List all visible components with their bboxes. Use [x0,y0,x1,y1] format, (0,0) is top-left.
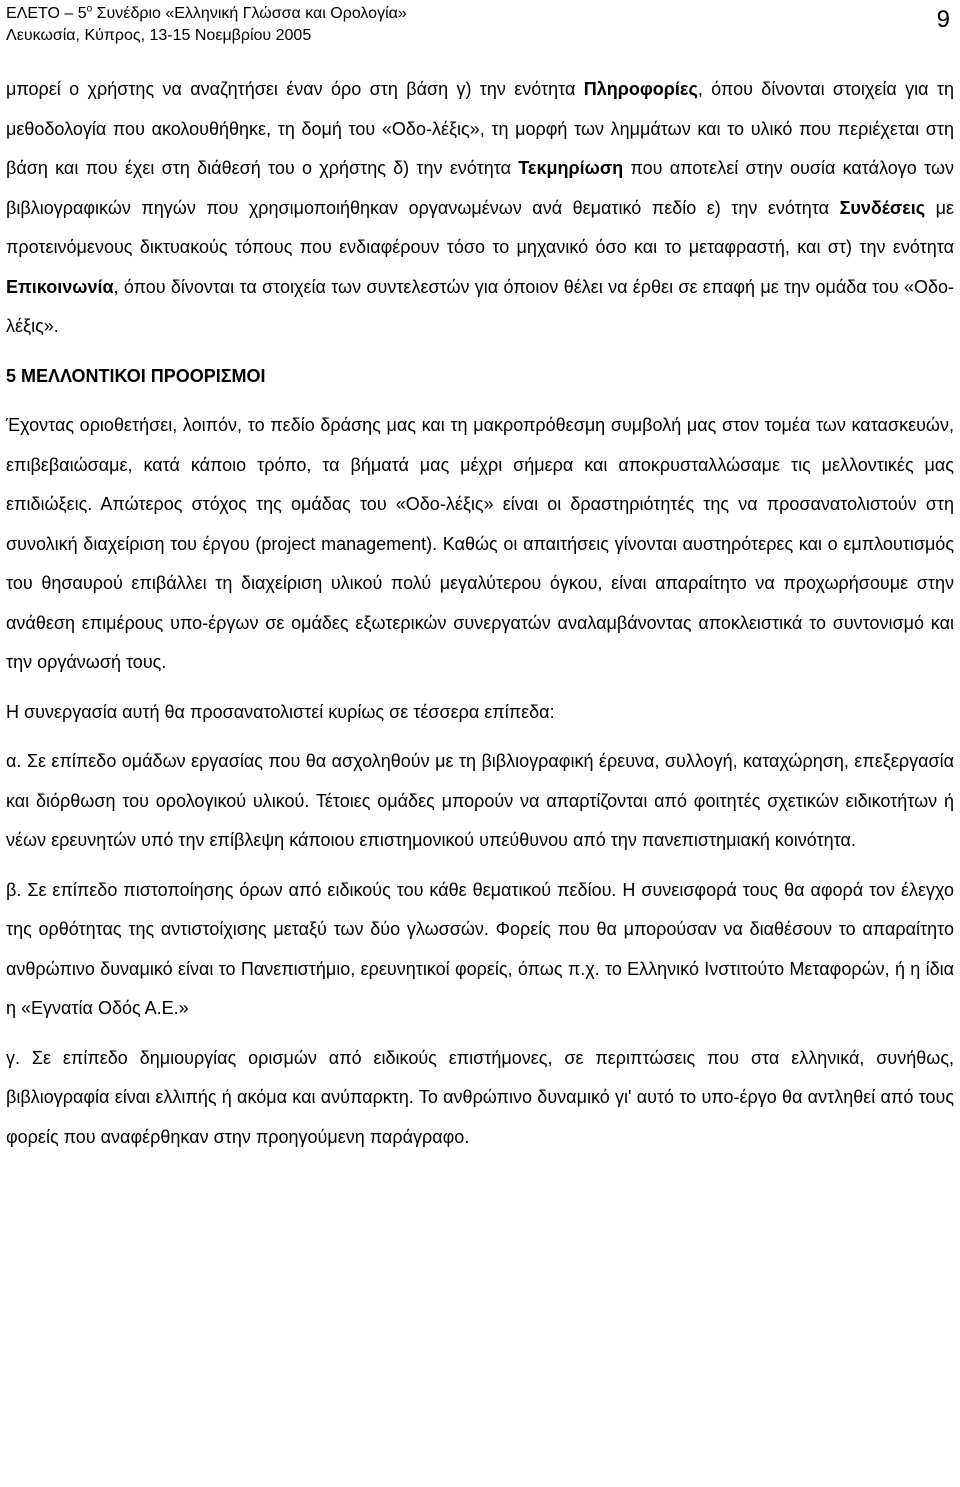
conference-title [6,3,960,25]
spacer [6,396,954,406]
conference-title-prefix: ΕΛΕΤΟ – 5 [6,5,87,22]
text-run: , όπου δίνονται τα στοιχεία των συντελεστών για όποιον θέλει να έρθει σε επαφή με την ομάδα του «Οδο-λέξις». [6,276,954,336]
list-item-alpha: α. Σε επίπεδο ομάδων εργασίας που θα ασχοληθούν με τη βιβλιογραφική έρευνα, συλλογή, καταχώρηση, επεξεργασία και διόρθωση του ορολογικού υλικού. Τέτοιες ομάδες μπορούν να απαρτίζονται από φοιτητές σχετικών ειδικοτήτων ή νέων ερευνητών υπό την επίβλεψη κάποιου επιστημονικού υπεύθυνου από την πανεπιστημιακή κοινότητα. [6,751,954,850]
spacer [6,683,954,693]
term-information: Πληροφορίες [583,79,698,99]
spacer [6,732,954,742]
ordinal-superscript: ο [86,3,93,15]
list-item-gamma: γ. Σε επίπεδο δημιουργίας ορισμών από ειδικούς επιστήμονες, σε περιπτώσεις που στα ελληνικά, συνήθως, βιβλιογραφία είναι ελλιπής ή ακόμα και ανύπαρκτη. Το ανθρώπινο δυναμικό γι' αυτό το υπο-έργο θα αντληθεί από τους φορείς που αναφέρθηκαν στην προηγούμενη παράγραφο. [6,1047,954,1147]
paragraph-site-sections [6,70,954,347]
term-links: Συνδέσεις [839,197,926,218]
paragraph-future-goals: Έχοντας οριοθετήσει, λοιπόν, το πεδίο δράσης μας και τη μακροπρόθεσμη συμβολή μας στον τομέα των κατασκευών, επιβεβαιώσαμε, κατά κάποιο τρόπο, τα βήματά μας μέχρι σήμερα και αποκρυσταλλώσαμε τις μελλοντικές μας επιδιώξεις. Απώτερος στόχος της ομάδας του «Οδο-λέξις» είναι οι δραστηριότητές της να προσανατολιστούν στη συνολική διαχείριση του έργου (project management). Καθώς οι απαιτήσεις γίνονται αυστηρότερες και ο εμπλουτισμός του θησαυρού επιβάλλει τη διαχείριση υλικού πολύ μεγαλύτερου όγκου, είναι απαραίτητο να προχωρήσουμε στην ανάθεση επιμέρους υπο-έργων σε ομάδες εξωτερικών συνεργατών αναλαμβάνοντας αποκλειστικά το συντονισμό και την οργάνωσή τους. [6,415,954,672]
conference-location-date: Λευκωσία, Κύπρος, 13-15 Νοεμβρίου 2005 [6,27,312,44]
spacer [6,347,954,357]
text-run: , όπου δίνονται στοιχεία για τη μεθοδολογία που ακολουθήθηκε, τη δομή του «Οδο-λέξις», τη μορφή των λημμάτων και το υλικό που περιέχεται στη βάση και που έχει στη διάθεσή του ο χρήστης δ) την ενότητα [6,79,955,178]
list-item-beta: β. Σε επίπεδο πιστοποίησης όρων από ειδικούς του κάθε θεματικού πεδίου. Η συνεισφορά τους θα αφορά τον έλεγχο της ορθότητας της αντιστοίχισης μεταξύ των δύο γλωσσών. Φορείς που θα μπορούσαν να διαθέσουν το απαραίτητο ανθρώπινο δυναμικό είναι το Πανεπιστήμιο, ερευνητικοί φορείς, όπως π.χ. το Ελληνικό Ινστιτούτο Μεταφορών, ή η ίδια η «Εγνατία Οδός Α.Ε.» [6,879,954,1018]
page-number: 9 [936,6,950,33]
text-run: που αποτελεί στην ουσία κατάλογο των βιβλιογραφικών πηγών που χρησιμοποιήθηκαν οργανωμένων ανά θεματικό πεδίο ε) την ενότητα [6,158,955,218]
conference-title-suffix: Συνέδριο «Ελληνική Γλώσσα και Ορολογία» [92,5,407,22]
section-heading: 5 ΜΕΛΛΟΝΤΙΚΟΙ ΠΡΟΟΡΙΣΜΟΙ [6,365,266,386]
term-documentation: Τεκμηρίωση [518,158,624,178]
text-run: με προτεινόμενους δικτυακούς τόπους που ενδιαφέρουν τόσο το μηχανικό όσο και το μεταφραστή, και στ) την ενότητα [6,197,954,257]
spacer [6,1029,954,1039]
term-contact: Επικοινωνία [6,276,114,297]
page-body [6,70,954,1157]
text-run: μπορεί ο χρήστης να αναζητήσει έναν όρο στη βάση γ) την ενότητα [6,79,584,99]
page-header [6,3,960,47]
spacer [6,861,954,871]
paragraph-cooperation-intro: Η συνεργασία αυτή θα προσανατολιστεί κυρίως σε τέσσερα επίπεδα: [6,701,555,722]
